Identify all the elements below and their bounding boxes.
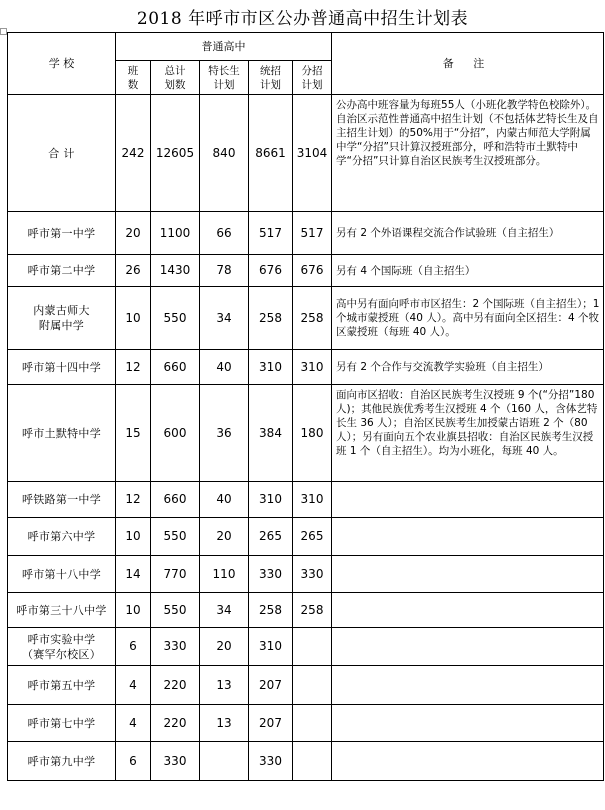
table-row (8, 350, 604, 385)
table-row (8, 287, 604, 350)
classes-cell: 10 (116, 593, 151, 628)
school-name-cell: 呼市第九中学 (8, 742, 116, 781)
allocated-cell (293, 705, 332, 742)
header-group: 普通高中 (116, 33, 332, 61)
school-name-cell: 合 计 (8, 95, 116, 212)
school-name-cell: 呼铁路第一中学 (8, 482, 116, 518)
school-name-cell: 呼市第七中学 (8, 705, 116, 742)
classes-cell: 4 (116, 666, 151, 705)
total-cell: 220 (151, 705, 200, 742)
allocated-cell: 330 (293, 556, 332, 593)
note-cell (332, 556, 604, 593)
table-row (8, 666, 604, 705)
table-row (8, 742, 604, 781)
school-name-cell: 呼市第六中学 (8, 518, 116, 556)
header-total-text: 总计 划数 (164, 64, 186, 91)
note-cell: 另有 4 个国际班（自主招生） (332, 255, 604, 287)
note-cell: 公办高中班容量为每班55人（小班化教学特色校除外）。自治区示范性普通高中招生计划（不包括体艺特长生及自主招生计划）的50%用于“分招”，内蒙古师范大学附属中学“分招”只计算汉授班部分，呼和浩特市土默特中学“分招”只计算自治区民族考生汉授班部分。 (332, 95, 604, 212)
note-cell (332, 593, 604, 628)
total-cell: 660 (151, 350, 200, 385)
special-cell: 78 (200, 255, 249, 287)
special-cell: 34 (200, 593, 249, 628)
classes-cell: 6 (116, 742, 151, 781)
school-name-cell: 呼市第二中学 (8, 255, 116, 287)
unified-cell: 676 (249, 255, 293, 287)
special-cell: 110 (200, 556, 249, 593)
note-cell (332, 705, 604, 742)
unified-cell: 384 (249, 385, 293, 482)
header-classes-text: 班 数 (127, 64, 139, 91)
note-cell: 另有 2 个合作与交流教学实验班（自主招生） (332, 350, 604, 385)
note-cell (332, 518, 604, 556)
table-move-handle[interactable] (0, 28, 7, 35)
total-cell: 1100 (151, 212, 200, 255)
classes-cell: 12 (116, 350, 151, 385)
school-name-cell: 呼市第一中学 (8, 212, 116, 255)
unified-cell: 330 (249, 556, 293, 593)
total-cell: 220 (151, 666, 200, 705)
unified-cell: 310 (249, 350, 293, 385)
table-row (8, 255, 604, 287)
header-allocated (293, 61, 332, 95)
classes-cell: 12 (116, 482, 151, 518)
total-cell: 330 (151, 742, 200, 781)
school-name-cell: 呼市第十四中学 (8, 350, 116, 385)
table-row (8, 628, 604, 666)
allocated-cell: 310 (293, 350, 332, 385)
total-cell: 550 (151, 287, 200, 350)
note-cell: 面向市区招收：自治区民族考生汉授班 9 个(“分招”180 人)；其他民族优秀考生汉授班 4 个（160 人，含体艺特长生 36 人）；自治区民族考生加授蒙古语班 2 个（80 人）；另有面向五个农业旗县招收：自治区民族考生汉授班 1 个（自主招生）。均为小班化，每班 40 人。 (332, 385, 604, 482)
special-cell: 36 (200, 385, 249, 482)
table-row (8, 556, 604, 593)
unified-cell: 207 (249, 705, 293, 742)
header-classes (116, 61, 151, 95)
special-cell: 34 (200, 287, 249, 350)
note-cell (332, 628, 604, 666)
unified-cell: 258 (249, 593, 293, 628)
allocated-cell: 310 (293, 482, 332, 518)
school-name-cell: 呼市第十八中学 (8, 556, 116, 593)
unified-cell: 8661 (249, 95, 293, 212)
table-row (8, 212, 604, 255)
page-title: 2018 年呼市市区公办普通高中招生计划表 (136, 9, 469, 29)
classes-cell: 4 (116, 705, 151, 742)
header-total (151, 61, 200, 95)
note-cell: 另有 2 个外语课程交流合作试验班（自主招生） (332, 212, 604, 255)
classes-cell: 10 (116, 287, 151, 350)
note-cell (332, 742, 604, 781)
unified-cell: 258 (249, 287, 293, 350)
special-cell (200, 742, 249, 781)
table-row (8, 482, 604, 518)
unified-cell: 207 (249, 666, 293, 705)
table-row (8, 593, 604, 628)
special-cell: 13 (200, 666, 249, 705)
table-row (8, 518, 604, 556)
special-cell: 13 (200, 705, 249, 742)
classes-cell: 15 (116, 385, 151, 482)
classes-cell: 10 (116, 518, 151, 556)
total-cell: 12605 (151, 95, 200, 212)
total-cell: 660 (151, 482, 200, 518)
special-cell: 20 (200, 628, 249, 666)
total-cell: 770 (151, 556, 200, 593)
allocated-cell: 180 (293, 385, 332, 482)
school-name-cell: 呼市实验中学 （赛罕尔校区） (8, 628, 116, 666)
school-name-cell: 呼市第三十八中学 (8, 593, 116, 628)
unified-cell: 330 (249, 742, 293, 781)
total-cell: 550 (151, 518, 200, 556)
unified-cell: 310 (249, 482, 293, 518)
allocated-cell (293, 628, 332, 666)
note-cell (332, 482, 604, 518)
allocated-cell: 517 (293, 212, 332, 255)
classes-cell: 20 (116, 212, 151, 255)
total-cell: 550 (151, 593, 200, 628)
allocated-cell: 265 (293, 518, 332, 556)
allocated-cell (293, 742, 332, 781)
total-cell: 600 (151, 385, 200, 482)
table-row (8, 705, 604, 742)
note-cell (332, 666, 604, 705)
header-allocated-text: 分招 计划 (301, 64, 323, 91)
classes-cell: 26 (116, 255, 151, 287)
header-unified (249, 61, 293, 95)
allocated-cell: 676 (293, 255, 332, 287)
special-cell: 840 (200, 95, 249, 212)
classes-cell: 14 (116, 556, 151, 593)
school-name-cell: 呼市土默特中学 (8, 385, 116, 482)
total-cell: 1430 (151, 255, 200, 287)
unified-cell: 517 (249, 212, 293, 255)
special-cell: 20 (200, 518, 249, 556)
school-name-cell: 内蒙古师大 附属中学 (8, 287, 116, 350)
header-school: 学 校 (8, 33, 116, 95)
school-name-cell: 呼市第五中学 (8, 666, 116, 705)
special-cell: 40 (200, 482, 249, 518)
header-unified-text: 统招 计划 (260, 64, 281, 91)
header-special (200, 61, 249, 95)
classes-cell: 242 (116, 95, 151, 212)
total-cell: 330 (151, 628, 200, 666)
unified-cell: 310 (249, 628, 293, 666)
table-row (8, 95, 604, 212)
table-row (8, 385, 604, 482)
classes-cell: 6 (116, 628, 151, 666)
allocated-cell: 258 (293, 287, 332, 350)
allocated-cell: 258 (293, 593, 332, 628)
header-special-text: 特长生 计划 (208, 64, 240, 91)
allocated-cell (293, 666, 332, 705)
allocated-cell: 3104 (293, 95, 332, 212)
enrollment-plan-table (7, 32, 604, 781)
header-notes: 备 注 (332, 33, 604, 95)
unified-cell: 265 (249, 518, 293, 556)
note-cell: 高中另有面向呼市市区招生：2 个国际班（自主招生）；1 个城市蒙授班（40 人）。高中另有面向全区招生：4 个牧区蒙授班（每班 40 人）。 (332, 287, 604, 350)
special-cell: 66 (200, 212, 249, 255)
special-cell: 40 (200, 350, 249, 385)
